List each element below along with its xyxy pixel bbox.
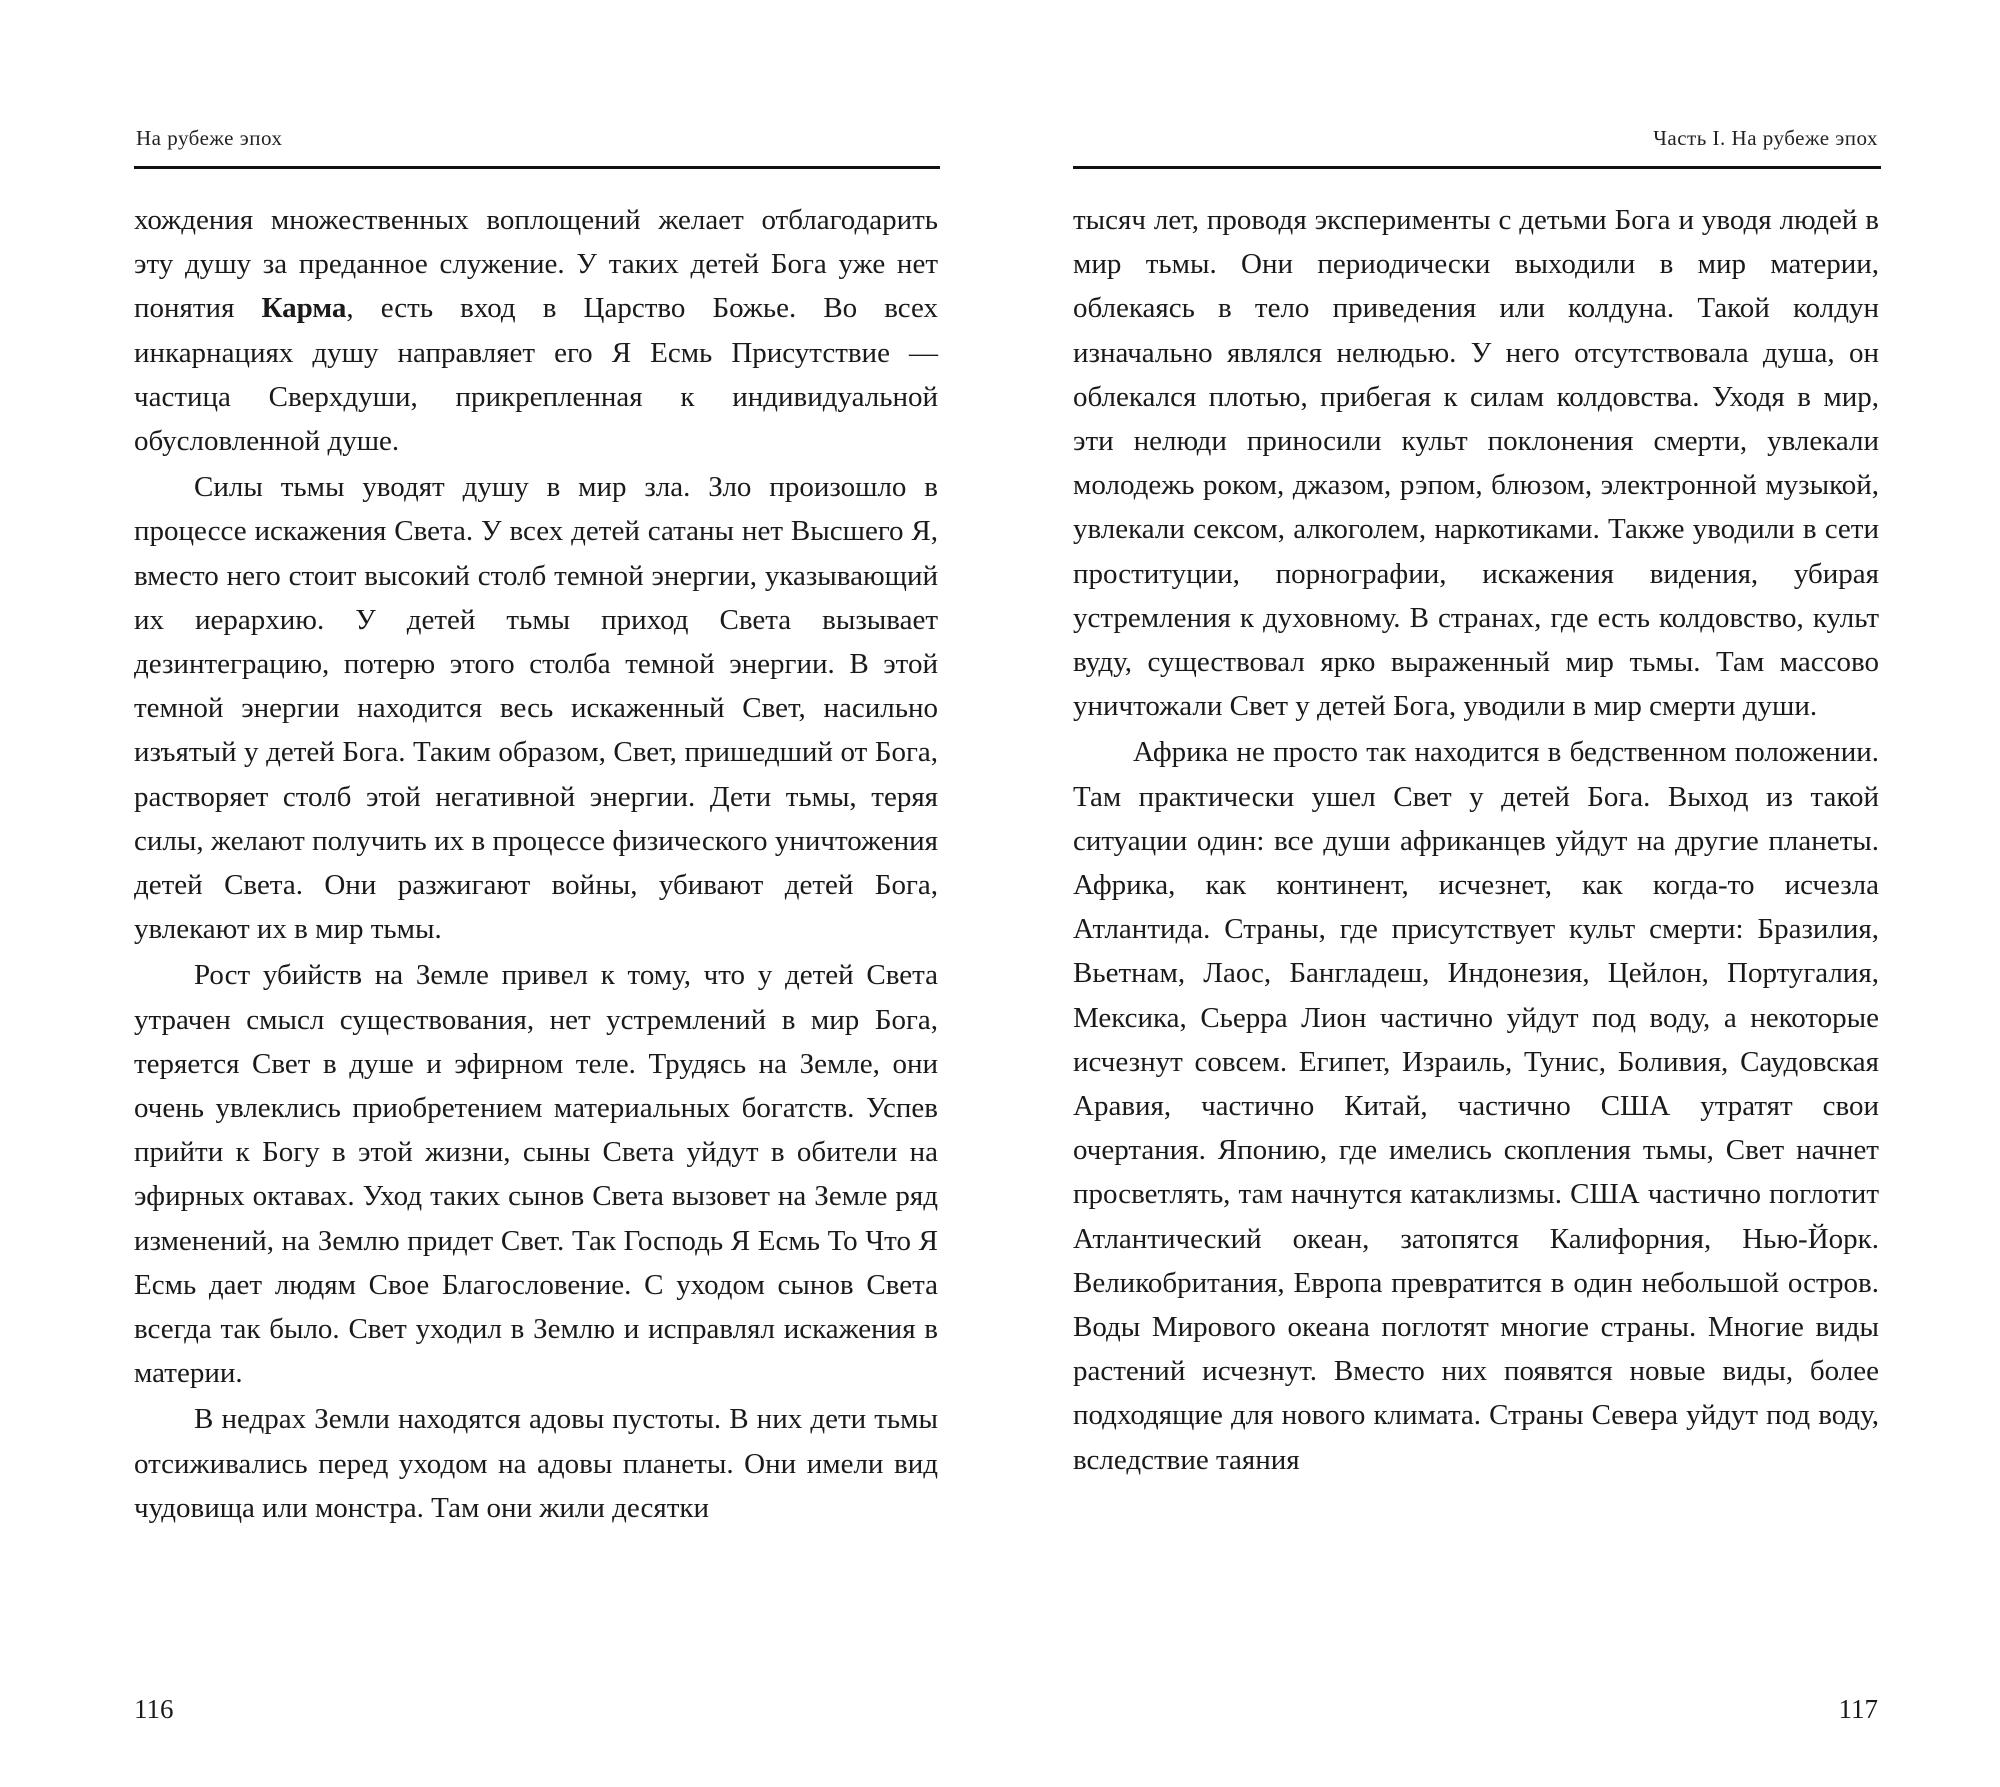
paragraph: Африка не просто так находится в бедственном положении. Там практически ушел Свет у детей Бога. Выход из такой ситуации один: все души африканцев уйдут на другие планеты. Африка, как континент, исчезнет, как когда-то исчезла Атлантида. Страны, где присутствует культ смерти: Бразилия, Вьетнам, Лаос, Бангладеш, Индонезия, Цейлон, Португалия, Мексика, Сьерра Лион частично уйдут под воду, а некоторые исчезнут совсем. Египет, Израиль, Тунис, Боливия, Саудовская Аравия, частично Китай, частично США утратят свои очертания. Японию, где имелись скопления тьмы, Свет начнет просветлять, там начнутся катаклизмы. США частично поглотит Атлантический океан, затопятся Калифорния, Нью-Йорк. Великобритания, Европа превратится в один небольшой остров. Воды Мирового океана поглотят многие страны. Многие виды растений исчезнут. Вместо них появятся новые виды, более подходящие для нового климата. Страны Севера уйдут под воду, вследствие таяния	[1073, 736, 1879, 1476]
body-text-left	[134, 198, 938, 1532]
paragraph: Силы тьмы уводят душу в мир зла. Зло произошло в процессе искажения Света. У всех детей сатаны нет Высшего Я, вместо него стоит высокий столб темной энергии, указывающий их иерархию. У детей тьмы приход Света вызывает дезинтеграцию, потерю этого столба темной энергии. В этой темной энергии находится весь искаженный Свет, насильно изъятый у детей Бога. Таким образом, Свет, пришедший от Бога, растворяет столб этой негативной энергии. Дети тьмы, теряя силы, желают получить их в процессе физического уничтожения детей Света. Они разжигают войны, убивают детей Бога, увлекают их в мир тьмы.	[134, 471, 938, 946]
text-run: , есть вход в Царство Божье. Во всех инкарнациях душу направляет его Я Есмь Присутствие — частица Сверхдуши, прикрепленная к индивидуальной обусловленной душе.	[134, 292, 938, 458]
header-rule-left	[134, 166, 940, 169]
page-number-left: 116	[134, 1694, 174, 1724]
body-text-right	[1073, 198, 1879, 1484]
paragraph: В недрах Земли находятся адовы пустоты. В них дети тьмы отсиживались перед уходом на адовы планеты. Они имели вид чудовища или монстра. Там они жили десятки	[134, 1403, 938, 1524]
page-number-right: 117	[1838, 1694, 1878, 1724]
header-rule-right	[1073, 166, 1881, 169]
running-head-left: На рубеже эпох	[136, 126, 283, 150]
paragraph-continued: тысяч лет, проводя эксперименты с детьми Бога и уводя людей в мир тьмы. Они периодически выходили в мир материи, облекаясь в тело приведения или колдуна. Такой колдун изначально являлся нелюдью. У него отсутствовала душа, он облекался плотью, прибегая к силам колдовства. Уходя в мир, эти нелюди приносили культ поклонения смерти, увлекали молодежь роком, джазом, рэпом, блюзом, электронной музыкой, увлекали сексом, алкоголем, наркотиками. Также уводили в сети проституции, порнографии, искажения видения, убирая устремления к духовному. В странах, где есть колдовство, культ вуду, существовал ярко выраженный мир тьмы. Там массово уничтожали Свет у детей Бога, уводили в мир смерти души.	[1073, 204, 1879, 723]
paragraph: Рост убийств на Земле привел к тому, что у детей Света утрачен смысл существования, нет устремлений в мир Бога, теряется Свет в душе и эфирном теле. Трудясь на Земле, они очень увлеклись приобретением материальных богатств. Успев прийти к Богу в этой жизни, сыны Света уйдут в обители на эфирных октавах. Уход таких сынов Света вызовет на Земле ряд изменений, на Землю придет Свет. Так Господь Я Есмь То Что Я Есмь дает людям Свое Благословение. С уходом сынов Света всегда так было. Свет уходил в Землю и исправлял искажения в материи.	[134, 959, 938, 1390]
text-run: хождения множественных воплощений желает отблагодарить эту душу за преданное служение. У таких детей Бога уже нет понятия	[134, 204, 938, 325]
right-page	[1000, 0, 2000, 1787]
paragraph-continued	[134, 198, 938, 463]
running-head-right: Часть I. На рубеже эпох	[1653, 126, 1878, 150]
bold-term: Карма	[261, 292, 347, 325]
